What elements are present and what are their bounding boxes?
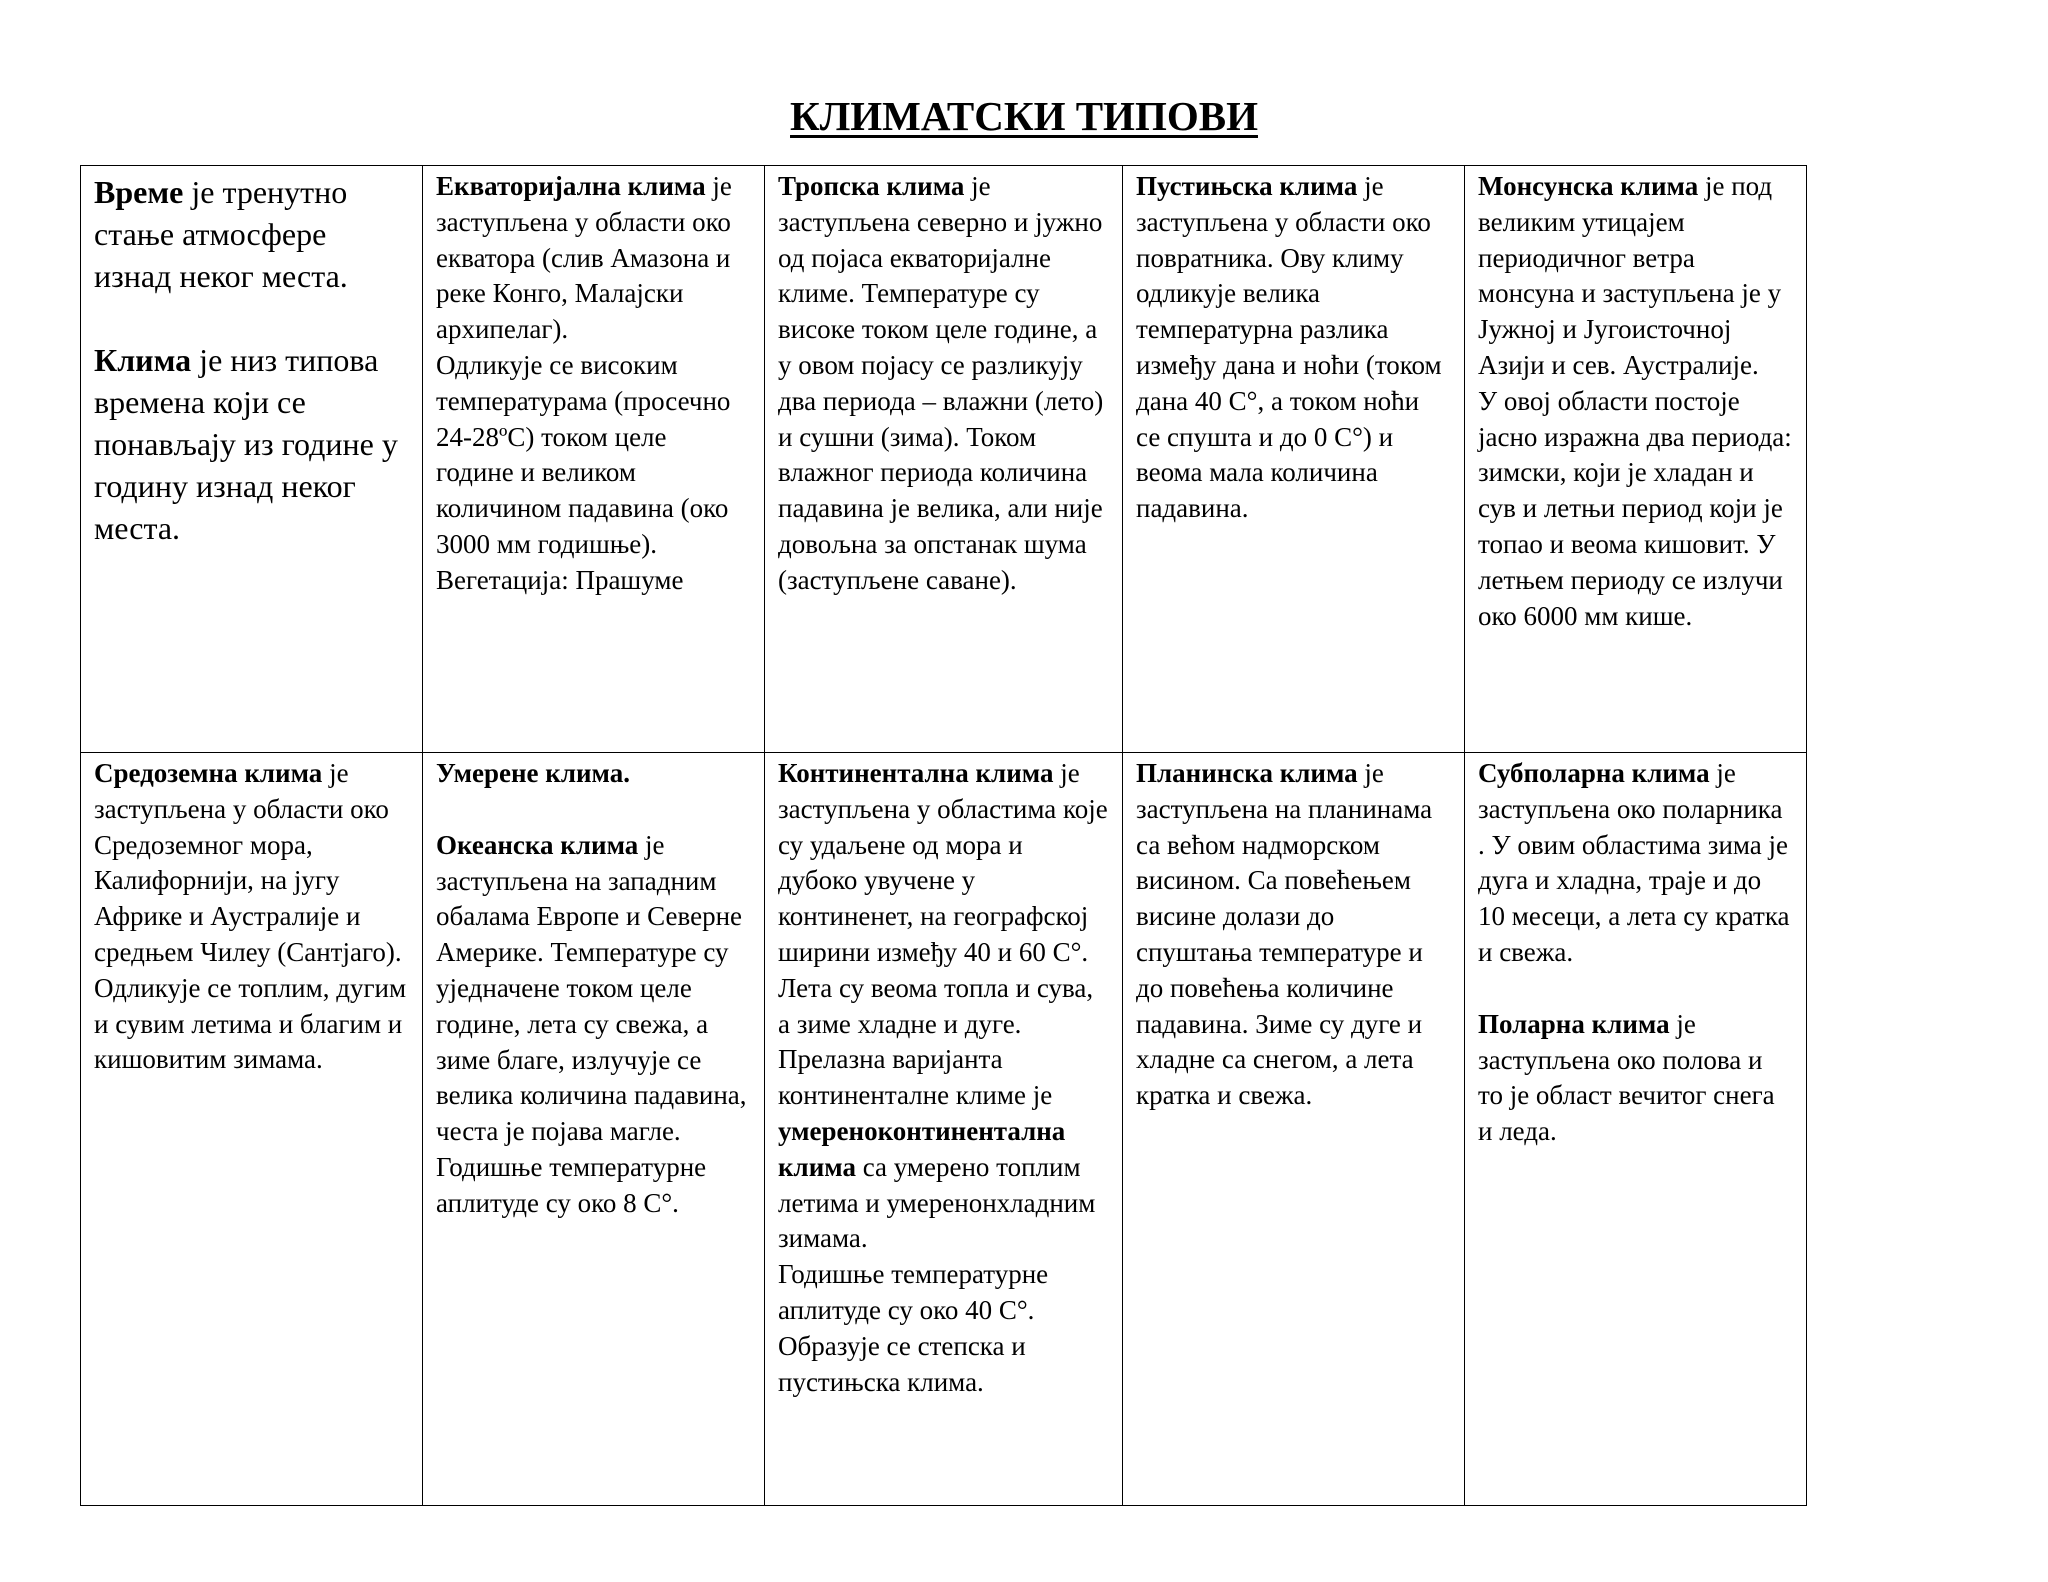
equatorial-climate-cell: Екваторијална клима је заступљена у области око екватора (слив Амазона и реке Конго, Малајски архипелаг). Одликује се високим температурама (просечно 24-28ºC) током целе године и великом количином падавина (око 3000 мм годишње). Вегетација: Прашуме xyxy=(423,166,765,753)
table-row xyxy=(81,166,1807,753)
climate-definition: Клима је низ типова времена који се понављају из године у годину изнад неког места. xyxy=(94,342,398,546)
weather-definition: Време је тренутно стање атмосфере изнад неког места. xyxy=(94,174,348,294)
tropical-climate-cell: Тропска клима је заступљена северно и јужно од појаса екваторијалне климе. Температуре су високе током целе године, а у овом појасу се разликују два периода – влажни (лето) и сушни (зима). Током влажног периода количина падавина је велика, али није довољна за опстанак шума (заступљене саване). xyxy=(765,166,1123,753)
mountain-climate-cell: Планинска клима је заступљена на планинама са већом надморском висином. Са повећењем висине долази до спуштања температуре и до повећења количине падавина. Зиме су дуге и хладне са снегом, а лета кратка и свежа. xyxy=(1123,753,1465,1506)
climate-types-table xyxy=(80,165,1807,1506)
mediterranean-climate-cell: Средоземна клима је заступљена у области око Средоземног мора, Калифорнији, на југу Африке и Аустралије и средњем Чилеу (Сантјаго). Одликује се топлим, дугим и сувим летима и благим и кишовитим зимама. xyxy=(81,753,423,1506)
monsoon-climate-cell: Монсунска клима је под великим утицајем периодичног ветра монсуна и заступљена је у Јужној и Југоисточној Азији и сев. Аустралије. У овој области постоје јасно изражна два периода: зимски, који је хладан и сув и летњи период који је топао и веома кишовит. У летњем периоду се излучи око 6000 мм кише. xyxy=(1465,166,1807,753)
table-row xyxy=(81,753,1807,1506)
polar-climate-text: Поларна клима је заступљена око полова и то је област вечитог снега и леда. xyxy=(1478,1008,1775,1147)
subpolar-climate-cell: Субполарна клима је заступљена око поларника . У овим областима зима је дуга и хладна, траје и до 10 месеци, а лета су кратка и свежа. Поларна клима је заступљена око полова и то је област вечитог снега и леда. xyxy=(1465,753,1807,1506)
page-title: КЛИМАТСКИ ТИПОВИ xyxy=(790,93,1258,139)
temperate-climate-cell: Умерене клима. Океанска клима је заступљена на западним обалама Европе и Северне Америке. Температуре су уједначене током целе године, лета су свежа, а зиме благе, излучује се велика количина падавина, честа је појава магле. Годишње температурне аплитуде су око 8 C°. xyxy=(423,753,765,1506)
intro-cell xyxy=(81,166,423,753)
desert-climate-cell: Пустињска клима је заступљена у области око повратника. Ову климу одликује велика температурна разлика између дана и ноћи (током дана 40 C°, а током ноћи се спушта и до 0 C°) и веома мала количина падавина. xyxy=(1123,166,1465,753)
continental-climate-cell: Континентална клима је заступљена у областима које су удаљене од мора и дубоко увучене у континенет, на географској ширини између 40 и 60 C°. Лета су веома топла и сува, а зиме хладне и дуге. Прелазна варијанта континенталне климе је умереноконтинентална клима са умерено топлим летима и умеренонхладним зимама. Годишње температурне аплитуде су око 40 C°. Образује се степска и пустињска клима. xyxy=(765,753,1123,1506)
